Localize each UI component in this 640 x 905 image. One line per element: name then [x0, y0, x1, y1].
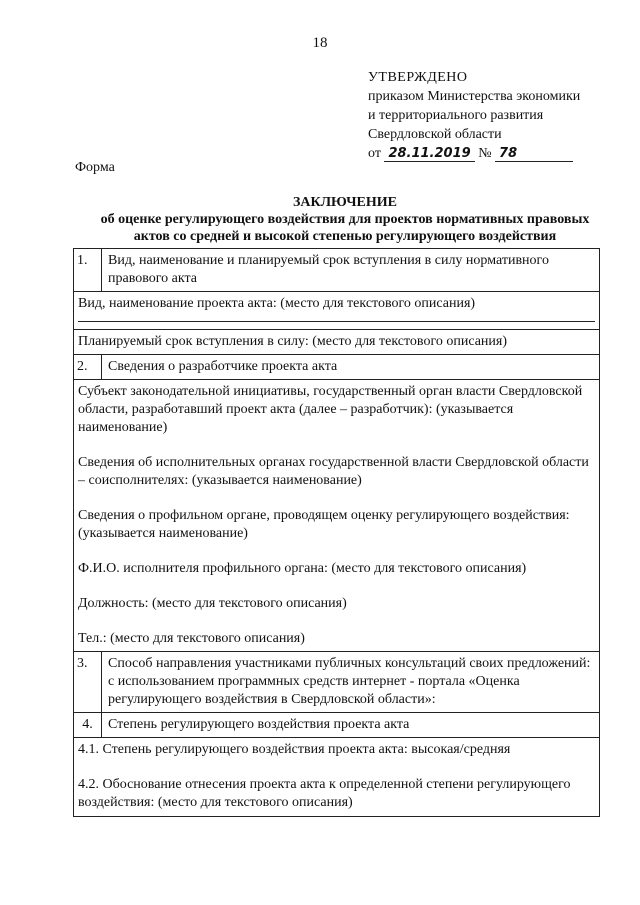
position-paragraph: Должность: (место для текстового описания): [78, 596, 347, 611]
handwritten-date: 28.11.2019: [384, 146, 474, 162]
title-line-1: ЗАКЛЮЧЕНИЕ: [292, 195, 398, 210]
field-label: Вид, наименование проекта акта: (место для текстового описания): [78, 296, 476, 311]
section-2-header: [74, 354, 599, 379]
phone-paragraph: Тел.: (место для текстового описания): [78, 631, 305, 646]
profile-body-paragraph: Сведения о профильном органе, проводящем оценку регулирующего воздействия: (указывается наименование): [78, 508, 570, 541]
section-2-body: [74, 379, 599, 651]
handwritten-number: 78: [495, 146, 573, 162]
degree-paragraph: 4.1. Степень регулирующего воздействия проекта акта: высокая/средняя: [78, 742, 511, 757]
field-label: Планируемый срок вступления в силу: (место для текстового описания): [78, 334, 508, 349]
co-executors-paragraph: Сведения об исполнительных органах государственной власти Свердловской области – соисполнителях: (указывается наименование): [78, 455, 589, 488]
document-title: [60, 194, 630, 245]
section-heading: Вид, наименование и планируемый срок вступления в силу нормативного правового акта: [108, 253, 549, 286]
section-heading: Сведения о разработчике проекта акта: [108, 359, 338, 374]
number-prefix: №: [478, 146, 492, 161]
section-heading: Степень регулирующего воздействия проекта акта: [108, 717, 410, 732]
justification-paragraph: 4.2. Обоснование отнесения проекта акта к определенной степени регулирующего воздействия: (место для текстового описания): [78, 777, 571, 810]
section-number: 1.: [74, 249, 102, 291]
executor-name-paragraph: Ф.И.О. исполнителя профильного органа: (место для текстового описания): [78, 561, 527, 576]
title-line-3: актов со средней и высокой степенью регулирующего воздействия: [133, 229, 557, 244]
approval-line-2: и территориального развития: [368, 108, 544, 123]
section-1-header: [74, 249, 599, 291]
approval-line-3: Свердловской области: [368, 127, 502, 142]
section-4-body: [74, 737, 599, 816]
approval-block: [368, 68, 580, 163]
underline-divider: [78, 321, 595, 322]
approval-line-1: приказом Министерства экономики: [368, 89, 581, 104]
approval-heading: УТВЕРЖДЕНО: [368, 70, 468, 85]
section-1-name-field: [74, 291, 599, 329]
page-number: 18: [312, 35, 328, 51]
section-number: 4.: [74, 713, 102, 737]
developer-paragraph: Субъект законодательной инициативы, государственный орган власти Свердловской области, разработавший проект акта (далее – разработчик): (указывается наименование): [78, 384, 583, 435]
approval-date-line: [368, 144, 580, 163]
form-label: Форма: [75, 160, 115, 175]
section-1-date-field: [74, 329, 599, 354]
section-number: 2.: [74, 355, 102, 379]
section-3-header: [74, 651, 599, 712]
conclusion-table: [73, 248, 600, 817]
date-prefix: от: [368, 146, 381, 161]
title-line-2: об оценке регулирующего воздействия для проектов нормативных правовых: [100, 212, 590, 227]
section-4-header: [74, 712, 599, 737]
section-number: 3.: [74, 652, 102, 712]
section-heading: Способ направления участниками публичных консультаций своих предложений: с использованием программных средств интернет - портала «Оценка регулирующего воздействия в Свердловской области»:: [108, 656, 591, 707]
